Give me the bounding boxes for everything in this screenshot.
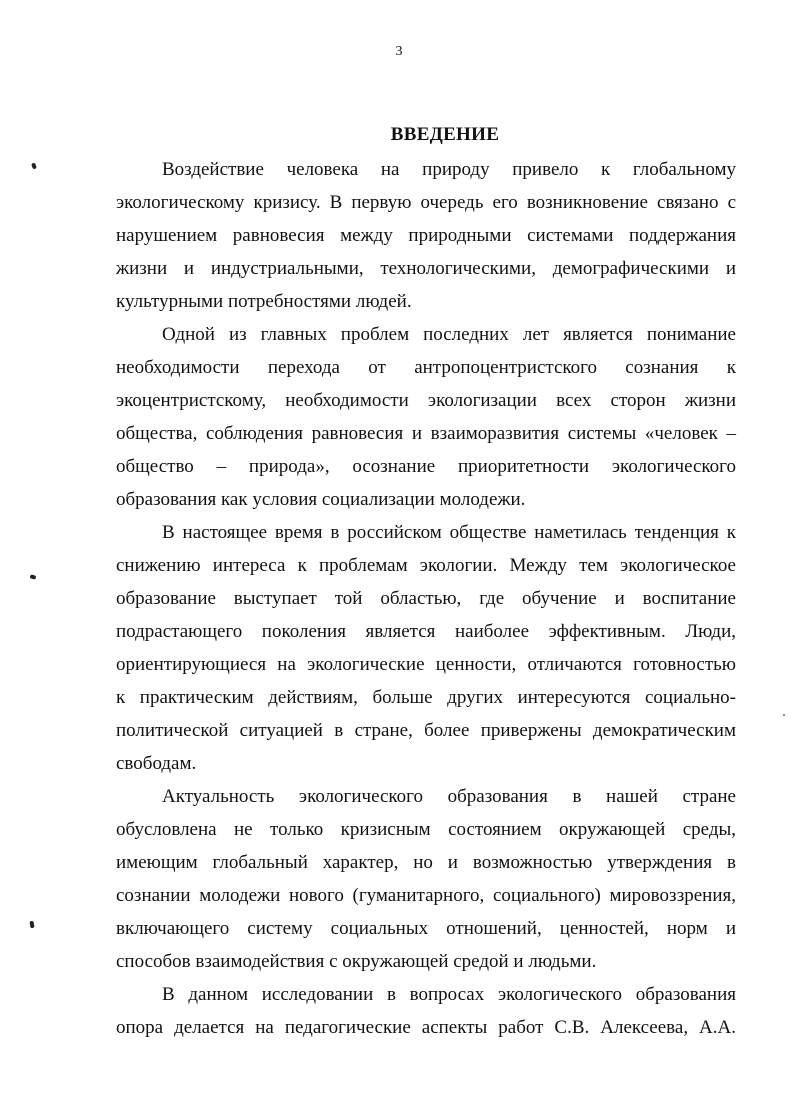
paragraph-5 [116, 978, 736, 1044]
section-heading: ВВЕДЕНИЕ [390, 124, 500, 145]
text-line: В данном исследовании в вопросах экологического образования [162, 984, 736, 1005]
text-line: к практическим действиям, больше других интересуются социально- [116, 687, 736, 708]
text-line: культурными потребностями людей. [116, 291, 412, 312]
text-line: В настоящее время в российском обществе наметилась тенденция к [162, 522, 736, 543]
text-line: снижению интереса к проблемам экологии. Между тем экологическое [116, 555, 736, 576]
text-line: сознании молодежи нового (гуманитарного, социального) мировоззрения, [116, 885, 736, 906]
margin-mark [783, 714, 785, 716]
text-line: образования как условия социализации молодежи. [116, 489, 526, 510]
margin-mark [30, 574, 37, 579]
text-line: Одной из главных проблем последних лет является понимание [162, 324, 736, 345]
text-line: Воздействие человека на природу привело к глобальному [162, 159, 736, 180]
text-line: Актуальность экологического образования в нашей стране [162, 786, 736, 807]
paragraph-2 [116, 318, 736, 516]
text-line: ориентирующиеся на экологические ценности, отличаются готовностью [116, 654, 736, 675]
text-line: экологическому кризису. В первую очередь его возникновение связано с [116, 192, 736, 213]
text-line: подрастающего поколения является наиболее эффективным. Люди, [116, 621, 736, 642]
body-text [116, 153, 736, 1044]
text-line: общество – природа», осознание приоритетности экологического [116, 456, 736, 477]
text-line: включающего систему социальных отношений, ценностей, норм и [116, 918, 736, 939]
paragraph-1 [116, 153, 736, 318]
text-line: необходимости перехода от антропоцентристского сознания к [116, 357, 736, 378]
text-line: нарушением равновесия между природными системами поддержания [116, 225, 736, 246]
text-line: имеющим глобальный характер, но и возможностью утверждения в [116, 852, 736, 873]
text-line: способов взаимодействия с окружающей средой и людьми. [116, 951, 597, 972]
text-line: экоцентристскому, необходимости экологизации всех сторон жизни [116, 390, 736, 411]
text-line: опора делается на педагогические аспекты работ С.В. Алексеева, А.А. [116, 1017, 736, 1038]
text-line: обусловлена не только кризисным состоянием окружающей среды, [116, 819, 736, 840]
text-line: политической ситуацией в стране, более привержены демократическим [116, 720, 736, 741]
margin-mark [29, 921, 34, 929]
text-line: жизни и индустриальными, технологическими, демографическими и [116, 258, 736, 279]
paragraph-4 [116, 780, 736, 978]
text-line: образование выступает той областью, где обучение и воспитание [116, 588, 736, 609]
paragraph-3 [116, 516, 736, 780]
text-line: свободам. [116, 753, 197, 774]
margin-mark [31, 162, 37, 169]
text-line: общества, соблюдения равновесия и взаиморазвития системы «человек – [116, 423, 736, 444]
page-number: 3 [395, 44, 403, 59]
